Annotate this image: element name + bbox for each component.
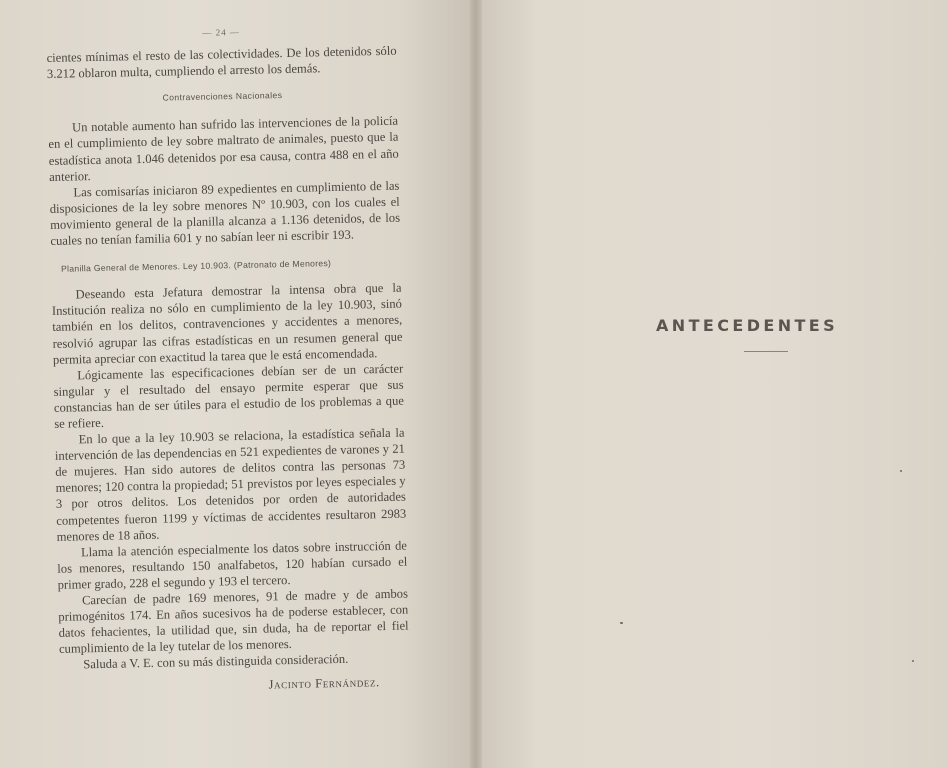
section-heading-planilla: Planilla General de Menores. Ley 10.903. (Patronato de Menores) [60, 258, 332, 274]
paragraph: Lógicamente las especificaciones debían ser de un carácter singular y el resultado del ensayo permite esperar que sus constancias han de ser útiles para el estudio de los problemas a que se refiere. [53, 361, 405, 431]
section-title: ANTECEDENTES [656, 316, 839, 335]
paragraph: Las comisarías iniciaron 89 expedientes en cumplimiento de las disposiciones de la ley sobre menores Nº 10.903, con los cuales el movimiento general de la planilla alcanza a 1.136 detenidos, de los cuales no tenían familia 601 y no sabían leer ni escribir 193. [49, 178, 401, 248]
closing-paragraph: Saluda a V. E. con su más distinguida consideración. [83, 652, 349, 672]
intro-paragraph: cientes mínimas el resto de las colectividades. De los detenidos sólo 3.212 oblaron multa, cumpliendo el arresto los demás. [46, 43, 397, 82]
paper-speck [900, 470, 902, 472]
page-number: — 24 — [202, 26, 240, 38]
signature: Jacinto Fernández. [268, 675, 380, 692]
paragraph: Llama la atención especialmente los datos sobre instrucción de los menores, resultando 150 analfabetos, 120 habían cursado el primer grado, 228 el segundo y 193 el tercero. [57, 538, 408, 592]
paragraph: Un notable aumento han sufrido las intervenciones de la policía en el cumplimiento de ley sobre maltrato de animales, puesto que la estadística anota 1.046 detenidos por esa causa, contra 488 en el año anterior. [48, 114, 399, 184]
paper-speck [912, 660, 914, 662]
paragraph: En lo que a la ley 10.903 se relaciona, la estadística señala la intervención de las dependencias en 521 expedientes de varones y 21 de mujeres. Han sido autores de delitos contra las personas 73 menores; 120 contra la propiedad; 51 previstos por leyes especiales y 3 por otros delitos. Los detenidos por orden de autoridades competentes fueron 1199 y víctimas de accidentes resultaron 2983 menores de 18 años. [54, 425, 407, 544]
book-gutter [470, 0, 482, 768]
paper-speck [620, 622, 623, 624]
left-page [0, 0, 470, 768]
right-page [482, 0, 948, 768]
paragraph: Deseando esta Jefatura demostrar la intensa obra que la Institución realiza no sólo en cumplimiento de la ley 10.903, sinó también en los delitos, contravenciones y accidentes a menores, resolvió agrupar las cifras estadísticas en un resumen general que permita apreciar con exactitud la tarea que le está encomendada. [51, 280, 403, 367]
paragraph: Carecían de padre 169 menores, 91 de madre y de ambos primogénitos 174. En años sucesivos ha de poderse establecer, con datos fehacientes, la utilidad que, sin duda, ha de reportar el fiel cumplimiento de la ley tutelar de los menores. [58, 586, 409, 657]
title-rule [744, 351, 788, 352]
section-heading-contravenciones: Contravenciones Nacionales [162, 90, 283, 103]
left-page-text [46, 21, 410, 698]
